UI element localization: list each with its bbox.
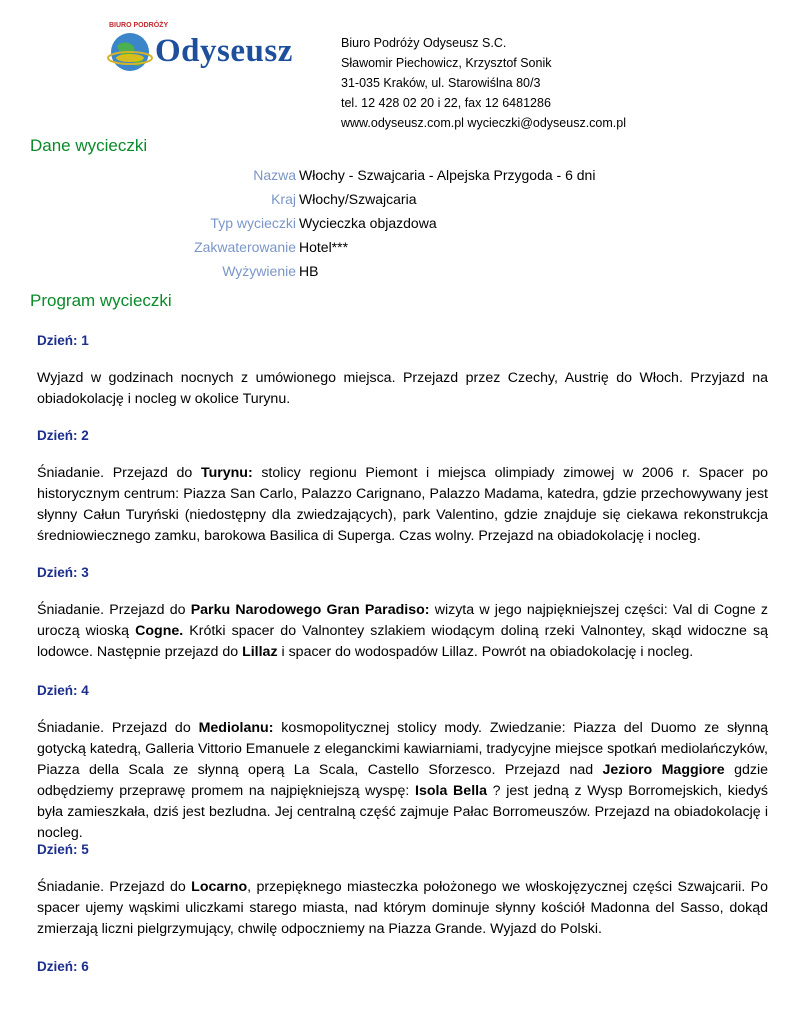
highlighted-place: Lillaz (242, 644, 278, 660)
text-segment: gdzie odbędziemy przeprawę promem na najpiękniejszą wyspę: (37, 762, 768, 799)
highlighted-place: Cogne. (135, 623, 184, 639)
day-description (37, 463, 768, 547)
trip-label: Zakwaterowanie (194, 239, 296, 255)
text-segment: Śniadanie. Przejazd do (37, 602, 191, 618)
trip-label: Nazwa (253, 167, 296, 183)
day-title: Dzień: 2 (37, 428, 89, 443)
text-segment: Śniadanie. Przejazd do (37, 879, 192, 895)
highlighted-place: Mediolanu: (198, 720, 274, 736)
trip-label: Kraj (271, 191, 296, 207)
trip-label: Typ wycieczki (210, 215, 296, 231)
day-title: Dzień: 1 (37, 333, 89, 348)
highlighted-place: Turynu: (200, 465, 253, 481)
program-heading: Program wycieczki (30, 291, 172, 310)
company-logo (107, 22, 303, 76)
text-segment: wizyta w jego najpiękniejszej części: Val di Cogne z uroczą wioską (37, 602, 768, 639)
text-segment: i spacer do wodospadów Lillaz. Powrót na obiadokolację i nocleg. (277, 644, 694, 660)
trip-value: HB (299, 263, 319, 279)
day-description (37, 600, 768, 663)
text-segment: Śniadanie. Przejazd do (37, 465, 201, 481)
day-title: Dzień: 4 (37, 683, 89, 698)
text-segment: ? jest jedną z Wysp Borromejskich, kiedyś była zamieszkała, dziś jest bezludna. Jej centralną część zajmuje Pałac Borromeuszów. Przejazd na obiadokolację i nocleg. (37, 783, 769, 841)
trip-value: Włochy/Szwajcaria (299, 191, 417, 207)
day-description (37, 718, 768, 844)
text-segment: , przepięknego miasteczka położonego we włoskojęzycznej części Szwajcarii. Po spacer ujemy wąskimi uliczkami starego miasta, nad którym dominuje słynny kościół Madonna del Sasso, dokąd zmierzają liczni pielgrzymujący, chwilę odpoczniemy na Piazza Grande. Wyjazd do Polski. (37, 879, 768, 937)
trip-value: Włochy - Szwajcaria - Alpejska Przygoda - 6 dni (299, 167, 596, 183)
highlighted-place: Locarno (191, 879, 248, 895)
text-segment: Śniadanie. Przejazd do (37, 720, 199, 736)
trip-details-heading: Dane wycieczki (30, 136, 148, 155)
logo-brand: Odyseusz (155, 33, 293, 69)
day-title: Dzień: 5 (37, 842, 89, 857)
company-address: 31-035 Kraków, ul. Starowiślna 80/3 (341, 76, 541, 90)
text-segment: kosmopolitycznej stolicy mody. Zwiedzanie: Piazza del Duomo ze słynną gotycką katedrą, Galleria Vittorio Emanuele z eleganckimi kawiarniami, tradycyjne miejsce spotkań mediolańczyków, Piazza della Scala ze słynną operą La Scala, Castello Sforzesco. Przejazd nad (37, 720, 768, 778)
company-web-email[interactable]: www.odyseusz.com.pl wycieczki@odyseusz.com.pl (341, 116, 627, 130)
text-segment: Wyjazd w godzinach nocnych z umówionego miejsca. Przejazd przez Czechy, Austrię do Włoch. Przyjazd na obiadokolację i nocleg w okolice Turynu. (37, 370, 768, 407)
trip-row-type (0, 214, 791, 238)
company-owners: Sławomir Piechowicz, Krzysztof Sonik (341, 56, 552, 70)
highlighted-place: Isola Bella (415, 783, 487, 799)
trip-row-accommodation (0, 238, 791, 262)
company-info (341, 33, 626, 133)
day-title: Dzień: 3 (37, 565, 89, 580)
trip-row-board (0, 262, 791, 286)
trip-value: Hotel*** (299, 239, 349, 255)
highlighted-place: Jezioro Maggiore (602, 762, 725, 778)
company-phone: tel. 12 428 02 20 i 22, fax 12 6481286 (341, 96, 551, 110)
logo-arc-text: BIURO PODRÓŻY (109, 22, 169, 29)
trip-label: Wyżywienie (222, 263, 296, 279)
trip-row-country (0, 190, 791, 214)
highlighted-place: Parku Narodowego Gran Paradiso: (190, 602, 430, 618)
trip-details-table (0, 166, 791, 286)
text-segment: stolicy regionu Piemont i miejsca olimpiady zimowej w 2006 r. Spacer po historycznym centrum: Piazza San Carlo, Palazzo Carignano, Palazzo Madama, katedra, gdzie przechowywany jest słynny Całun Turyński (niedostępny dla zwiedzających), park Valentino, gdzie znajduje się ciekawa rekonstrukcja średniowiecznego zamku, barokowa Basilica di Superga. Czas wolny. Przejazd na obiadokolację i nocleg. (37, 465, 768, 544)
company-name: Biuro Podróży Odyseusz S.C. (341, 36, 507, 50)
trip-row-name (0, 166, 791, 190)
globe-icon (107, 28, 153, 74)
day-description (37, 877, 768, 940)
trip-value: Wycieczka objazdowa (299, 215, 437, 231)
text-segment: Krótki spacer do Valnontey szlakiem wiodącym doliną rzeki Valnontey, skąd widoczne są lodowce. Następnie przejazd do (37, 623, 768, 660)
day-description (37, 368, 768, 410)
day-title: Dzień: 6 (37, 959, 89, 974)
